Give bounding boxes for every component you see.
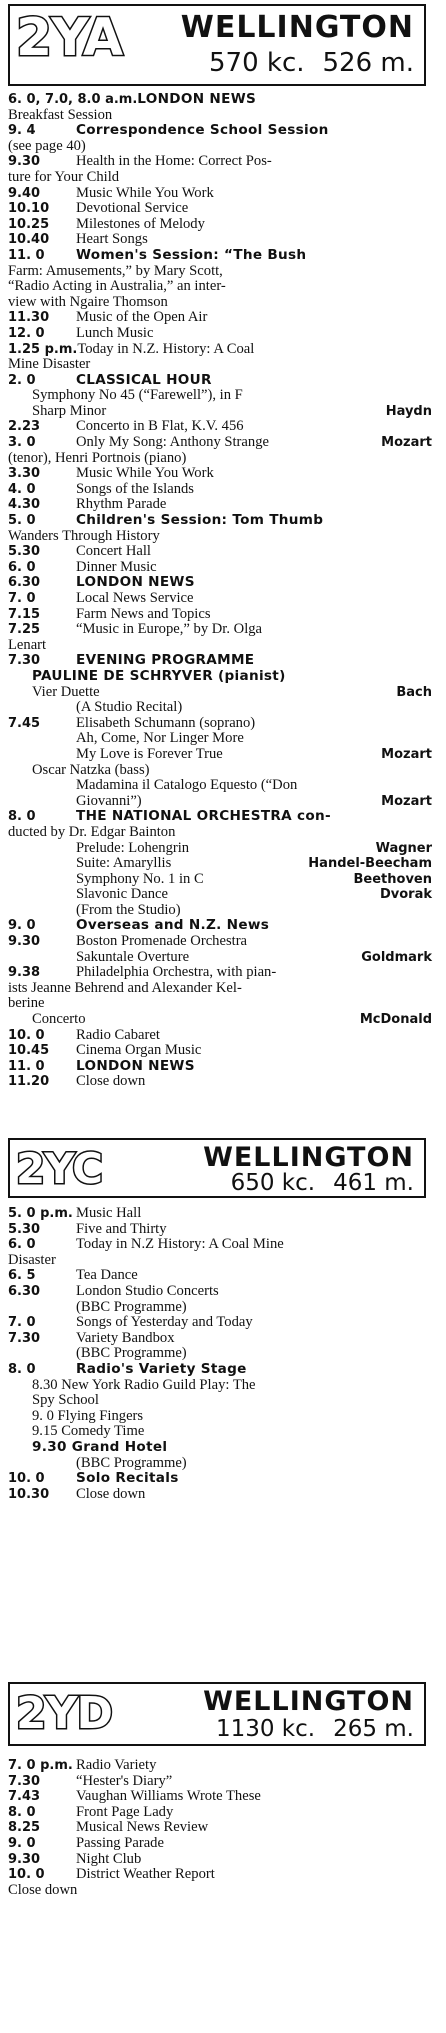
programme-text: EVENING PROGRAMME: [76, 652, 255, 669]
programme-row: [8, 825, 432, 841]
programme-text: Sharp Minor: [32, 402, 107, 419]
composer-name: McDonald: [359, 1012, 432, 1028]
composer-name: Bach: [396, 684, 432, 700]
programme-row: [8, 544, 432, 560]
programme-row: [8, 201, 432, 217]
programme-text: Giovanni”): [76, 792, 142, 809]
programme-time: 4. 0: [8, 481, 36, 497]
programme-row: [8, 1440, 432, 1456]
programme-time: 6.30: [8, 1283, 41, 1299]
programme-text: Solo Recitals: [76, 1470, 179, 1487]
programme-time: 3. 0: [8, 435, 36, 451]
programme-row: [8, 1043, 432, 1059]
programme-text: Farm: Amusements,” by Mary Scott,: [8, 262, 223, 279]
programme-row: [8, 1253, 432, 1269]
programme-row: [8, 1774, 432, 1790]
programme-time: 8. 0: [8, 1361, 36, 1377]
programme-text: Rhythm Parade: [76, 496, 167, 513]
programme-text: Radio Variety: [76, 1757, 157, 1773]
programme-time: 7. 0: [8, 591, 36, 606]
programme-row: [8, 435, 432, 451]
programme-time: 6. 0: [8, 559, 36, 575]
programme-time: 7.15: [8, 606, 41, 622]
programme-text: Madamina il Catalogo Equesto (“Don: [76, 777, 298, 794]
programme-time: 7.30: [8, 1330, 41, 1346]
programme-text: ducted by Dr. Edgar Bainton: [8, 823, 176, 840]
programme-row: [8, 1012, 432, 1028]
station-call-sign: 2YD: [16, 1688, 112, 1739]
programme-text: Lunch Music: [76, 324, 154, 341]
programme-row: [8, 1074, 432, 1090]
programme-text: Ah, Come, Nor Linger More: [76, 730, 244, 747]
programme-row: [8, 1028, 432, 1044]
programme-text: “Music in Europe,” by Dr. Olga: [76, 621, 263, 638]
programme-row: [8, 1393, 432, 1409]
programme-text: Breakfast Session: [8, 106, 113, 123]
programme-text: THE NATIONAL ORCHESTRA con-: [76, 808, 331, 825]
programme-row: [8, 607, 432, 623]
listing-2yc: [8, 1206, 432, 1502]
programme-row: [8, 841, 432, 857]
programme-time: 9.30: [8, 934, 41, 950]
programme-time: 11. 0: [8, 247, 45, 263]
station-header-2ya: [8, 4, 426, 86]
programme-time: 10.10: [8, 201, 50, 217]
programme-row: [8, 794, 432, 810]
programme-time: 8.25: [8, 1820, 41, 1836]
programme-text: Disaster: [8, 1251, 56, 1268]
programme-row: [8, 419, 432, 435]
programme-row: [8, 310, 432, 326]
programme-time: 8. 0: [8, 1804, 36, 1820]
programme-text: My Love is Forever True: [76, 745, 223, 762]
programme-text: Front Page Lady: [76, 1803, 174, 1820]
programme-time: 9. 0: [8, 1835, 36, 1851]
programme-text: District Weather Report: [76, 1866, 215, 1883]
programme-time: 4.30: [8, 497, 41, 513]
programme-time: 6. 0, 7.0, 8.0 a.m.: [8, 92, 138, 107]
programme-text: Children's Session: Tom Thumb: [76, 512, 324, 529]
programme-row: [8, 872, 432, 888]
programme-text: Heart Songs: [76, 231, 148, 248]
station-frequency: 570 kc. 526 m.: [209, 48, 414, 78]
programme-text: Close down: [76, 1485, 146, 1502]
composer-name: Wagner: [375, 840, 432, 856]
programme-time: 5. 0: [8, 513, 36, 529]
programme-text: Women's Session: “The Bush: [76, 246, 307, 263]
programme-row: [8, 529, 432, 545]
programme-text: Night Club: [76, 1850, 142, 1867]
programme-time: 7.30: [8, 653, 41, 669]
programme-row: [8, 1805, 432, 1821]
programme-row: [8, 1424, 432, 1440]
programme-text: LONDON NEWS: [76, 1057, 195, 1074]
programme-text: CLASSICAL HOUR: [76, 371, 212, 388]
programme-row: [8, 1206, 432, 1222]
programme-time: 9. 4: [8, 123, 36, 139]
programme-time: 8. 0: [8, 809, 36, 825]
programme-text: Songs of Yesterday and Today: [76, 1314, 253, 1331]
programme-text: Concerto in B Flat, K.V. 456: [76, 418, 244, 435]
programme-text: Five and Thirty: [76, 1220, 167, 1237]
programme-time: 5. 0 p.m.: [8, 1206, 73, 1221]
programme-row: [8, 669, 432, 685]
programme-time: 9.30: [8, 1851, 41, 1867]
programme-text: view with Ngaire Thomson: [8, 293, 168, 310]
programme-row: [8, 451, 432, 467]
programme-time: 10.25: [8, 216, 50, 232]
programme-row: [8, 466, 432, 482]
programme-row: [8, 918, 432, 934]
programme-text: Overseas and N.Z. News: [76, 917, 270, 934]
programme-row: [8, 1222, 432, 1238]
programme-time: 9.40: [8, 185, 41, 201]
programme-row: [8, 903, 432, 919]
station-city: WELLINGTON: [203, 1142, 414, 1173]
programme-row: [8, 560, 432, 576]
programme-row: [8, 591, 432, 607]
programme-time: 7.30: [8, 1773, 41, 1789]
programme-row: [8, 965, 432, 981]
programme-text: “Hester's Diary”: [76, 1772, 173, 1789]
programme-text: Music While You Work: [76, 184, 214, 201]
programme-row: [8, 1331, 432, 1347]
programme-time: 6. 0: [8, 1237, 36, 1253]
programme-text: Spy School: [32, 1392, 99, 1409]
programme-row: [8, 388, 432, 404]
programme-text: Oscar Natzka (bass): [32, 761, 150, 778]
programme-row: [8, 139, 432, 155]
programme-row: [8, 186, 432, 202]
programme-text: 9. 0 Flying Fingers: [32, 1407, 144, 1424]
programme-text: Correspondence School Session: [76, 122, 329, 139]
composer-name: Goldmark: [361, 949, 432, 965]
programme-text: Symphony No. 1 in C: [76, 870, 204, 887]
programme-row: [8, 1362, 432, 1378]
station-call-sign: 2YA: [16, 8, 123, 68]
programme-text: (see page 40): [8, 137, 86, 154]
programme-text: Lenart: [8, 636, 47, 653]
programme-row: [8, 1836, 432, 1852]
programme-text: Sakuntale Overture: [76, 948, 190, 965]
composer-name: Mozart: [381, 746, 432, 762]
programme-row: [8, 685, 432, 701]
programme-text: Vier Duette: [32, 683, 100, 700]
programme-text: (BBC Programme): [76, 1345, 187, 1362]
programme-text: Close down: [8, 1881, 78, 1898]
programme-time: 2.23: [8, 419, 41, 435]
programme-text: 9.30 Grand Hotel: [32, 1438, 168, 1455]
programme-row: [8, 295, 432, 311]
programme-text: (BBC Programme): [76, 1454, 187, 1471]
composer-name: Haydn: [385, 403, 432, 419]
programme-text: Cinema Organ Music: [76, 1042, 202, 1059]
programme-row: [8, 279, 432, 295]
programme-time: 12. 0: [8, 325, 45, 341]
programme-row: [8, 778, 432, 794]
programme-row: [8, 108, 432, 124]
programme-text: Milestones of Melody: [76, 215, 205, 232]
programme-time: 10. 0: [8, 1027, 45, 1043]
programme-row: [8, 497, 432, 513]
programme-row: [8, 996, 432, 1012]
programme-row: [8, 513, 432, 529]
programme-text: “Radio Acting in Australia,” an inter-: [8, 278, 226, 295]
station-city: WELLINGTON: [180, 10, 414, 45]
programme-text: (BBC Programme): [76, 1298, 187, 1315]
programme-time: 7.43: [8, 1789, 41, 1805]
programme-row: [8, 1346, 432, 1362]
programme-row: [8, 1059, 432, 1075]
programme-time: 6. 5: [8, 1268, 36, 1284]
programme-row: [8, 1758, 432, 1774]
programme-row: [8, 1284, 432, 1300]
programme-row: [8, 700, 432, 716]
programme-time: 9.30: [8, 154, 41, 170]
programme-text: (tenor), Henri Portnois (piano): [8, 449, 187, 466]
programme-time: 10.30: [8, 1486, 50, 1502]
programme-text: Farm News and Topics: [76, 605, 211, 622]
programme-row: [8, 482, 432, 498]
programme-text: Tea Dance: [76, 1267, 138, 1284]
programme-time: 11.20: [8, 1074, 50, 1090]
programme-text: Symphony No 45 (“Farewell”), in F: [32, 387, 243, 404]
programme-text: 8.30 New York Radio Guild Play: The: [32, 1376, 256, 1393]
programme-text: (A Studio Recital): [76, 699, 183, 716]
programme-text: Radio Cabaret: [76, 1026, 160, 1043]
programme-text: LONDON NEWS: [76, 574, 195, 591]
programme-text: Music of the Open Air: [76, 309, 208, 326]
programme-text: Boston Promenade Orchestra: [76, 933, 248, 950]
programme-row: [8, 622, 432, 638]
programme-text: Philadelphia Orchestra, with pian-: [76, 964, 277, 981]
programme-text: Vaughan Williams Wrote These: [76, 1788, 261, 1805]
programme-row: [8, 1471, 432, 1487]
composer-name: Mozart: [381, 435, 432, 451]
programme-row: [8, 950, 432, 966]
composer-name: Dvorak: [379, 887, 432, 903]
programme-row: [8, 1820, 432, 1836]
programme-time: 7.45: [8, 715, 41, 731]
programme-row: [8, 763, 432, 779]
programme-text: Passing Parade: [76, 1834, 164, 1851]
programme-text: ture for Your Child: [8, 168, 120, 185]
programme-text: Musical News Review: [76, 1819, 209, 1836]
programme-text: Radio's Variety Stage: [76, 1360, 247, 1377]
programme-row: [8, 934, 432, 950]
programme-row: [8, 1456, 432, 1472]
programme-row: [8, 404, 432, 420]
programme-time: 9.38: [8, 965, 41, 981]
programme-row: [8, 1867, 432, 1883]
programme-time: 7. 0 p.m.: [8, 1758, 73, 1773]
programme-row: [8, 731, 432, 747]
programme-row: [8, 653, 432, 669]
programme-text: Concerto: [32, 1011, 86, 1028]
programme-row: [8, 217, 432, 233]
programme-text: berine: [8, 995, 45, 1012]
listing-2yd: [8, 1758, 432, 1898]
programme-time: 2. 0: [8, 372, 36, 388]
programme-text: London Studio Concerts: [76, 1282, 219, 1299]
programme-time: 5.30: [8, 544, 41, 560]
programme-row: [8, 123, 432, 139]
programme-text: Music Hall: [76, 1205, 142, 1221]
programme-row: [8, 1268, 432, 1284]
programme-row: [8, 747, 432, 763]
programme-time: 9. 0: [8, 918, 36, 934]
programme-row: [8, 342, 432, 358]
programme-row: [8, 716, 432, 732]
station-frequency: 650 kc. 461 m.: [230, 1170, 414, 1196]
programme-row: [8, 887, 432, 903]
programme-text: Suite: Amaryllis: [76, 855, 172, 872]
programme-text: Slavonic Dance: [76, 886, 168, 903]
programme-text: Songs of the Islands: [76, 480, 194, 497]
station-city: WELLINGTON: [203, 1686, 414, 1717]
programme-row: [8, 1237, 432, 1253]
programme-text: Elisabeth Schumann (soprano): [76, 714, 256, 731]
programme-time: 7.25: [8, 622, 41, 638]
programme-row: [8, 1883, 432, 1899]
programme-text: PAULINE DE SCHRYVER (pianist): [32, 667, 286, 684]
programme-row: [8, 357, 432, 373]
programme-row: [8, 1378, 432, 1394]
programme-text: Wanders Through History: [8, 527, 160, 544]
programme-row: [8, 856, 432, 872]
programme-time: 10.40: [8, 232, 50, 248]
programme-text: Dinner Music: [76, 558, 157, 575]
programme-time: 6.30: [8, 575, 41, 591]
programme-row: [8, 1315, 432, 1331]
programme-row: [8, 1409, 432, 1425]
programme-row: [8, 264, 432, 280]
programme-text: Today in N.Z History: A Coal Mine: [76, 1236, 284, 1253]
programme-row: [8, 154, 432, 170]
programme-row: [8, 170, 432, 186]
programme-text: Variety Bandbox: [76, 1329, 175, 1346]
station-call-sign: 2YC: [16, 1144, 102, 1193]
programme-text: LONDON NEWS: [137, 91, 257, 107]
programme-text: Health in the Home: Correct Pos-: [76, 153, 272, 170]
programme-time: 3.30: [8, 466, 41, 482]
station-header-2yd: [8, 1682, 426, 1746]
composer-name: Handel-Beecham: [308, 856, 432, 872]
programme-text: Mine Disaster: [8, 356, 91, 373]
composer-name: Mozart: [381, 793, 432, 809]
programme-row: [8, 373, 432, 389]
programme-row: [8, 1789, 432, 1805]
programme-text: Concert Hall: [76, 543, 151, 560]
programme-text: (From the Studio): [76, 901, 181, 918]
programme-row: [8, 232, 432, 248]
programme-row: [8, 638, 432, 654]
programme-time: 11. 0: [8, 1058, 45, 1074]
composer-name: Beethoven: [353, 871, 432, 887]
programme-row: [8, 326, 432, 342]
programme-time: 10. 0: [8, 1471, 45, 1487]
programme-text: Devotional Service: [76, 200, 189, 217]
programme-time: 10. 0: [8, 1867, 45, 1883]
programme-row: [8, 1852, 432, 1868]
programme-text: Only My Song: Anthony Strange: [76, 434, 269, 451]
programme-time: 10.45: [8, 1043, 50, 1059]
programme-row: [8, 248, 432, 264]
programme-text: ists Jeanne Behrend and Alexander Kel-: [8, 979, 242, 996]
programme-time: 1.25 p.m.: [8, 341, 78, 357]
programme-text: Today in N.Z. History: A Coal: [77, 340, 255, 357]
programme-text: Close down: [76, 1073, 146, 1090]
programme-row: [8, 981, 432, 997]
programme-row: [8, 1487, 432, 1503]
programme-row: [8, 92, 432, 108]
programme-row: [8, 809, 432, 825]
programme-text: Music While You Work: [76, 465, 214, 482]
programme-row: [8, 1300, 432, 1316]
station-header-2yc: [8, 1138, 426, 1198]
programme-text: Prelude: Lohengrin: [76, 839, 190, 856]
programme-time: 5.30: [8, 1221, 41, 1237]
programme-row: [8, 575, 432, 591]
station-frequency: 1130 kc. 265 m.: [215, 1716, 414, 1742]
programme-time: 7. 0: [8, 1315, 36, 1331]
listing-2ya: [8, 92, 432, 1090]
programme-text: Local News Service: [76, 590, 194, 606]
programme-text: 9.15 Comedy Time: [32, 1423, 145, 1440]
programme-time: 11.30: [8, 310, 50, 326]
